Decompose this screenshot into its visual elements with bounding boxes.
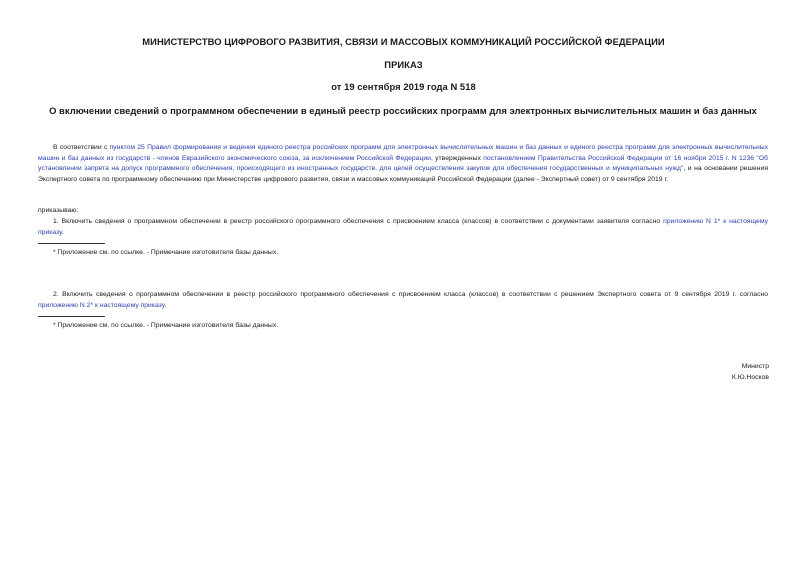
footnote-2-divider <box>38 316 105 317</box>
footnote-2: * Приложение см. по ссылке. - Примечание изготовителя базы данных. <box>53 322 279 329</box>
signatory-name: К.Ю.Носков <box>731 374 769 381</box>
preamble-text-1: В соответствии с <box>53 144 110 151</box>
item-2-text: 2. Включить сведения о программном обеспечении в реестр российского программного обеспечения с присвоением класса (классов) в соответствии с решением Экспертного совета от 9 сентября 2019 г. согласно <box>53 291 768 298</box>
appendix-1-link[interactable]: приложению N 1* к настоящему приказу <box>38 218 768 236</box>
item-2-end: . <box>164 301 167 309</box>
footnote-1-divider <box>38 243 105 244</box>
preamble-text-2: , утвержденных <box>430 154 484 162</box>
resolution-link[interactable]: постановлением Правительства Российской Федерации от 16 ноября 2015 г. N 1236 "Об установлении запрета на допуск программного обеспечения, происходящего из иностранных государств, для целей осуществления закупок для обеспечения государственных и муниципальных нужд" <box>38 154 769 173</box>
order-word: приказываю: <box>38 207 79 214</box>
preamble-text-3: , и на основании решения Экспертного совета по программному обеспечению при Министерстве цифрового развития, связи и массовых коммуникаций Российской Федерации (далее - Экспертный совет) от 9 сентября 2019 г. <box>38 165 769 183</box>
document-type: ПРИКАЗ <box>384 59 423 70</box>
document-title: О включении сведений о программном обеспечении в единый реестр российских программ для электронных вычислительных машин и баз данных <box>49 105 757 116</box>
footnote-1: * Приложение см. по ссылке. - Примечание изготовителя базы данных. <box>53 249 279 256</box>
preamble-paragraph <box>38 143 768 185</box>
ministry-heading: МИНИСТЕРСТВО ЦИФРОВОГО РАЗВИТИЯ, СВЯЗИ И МАССОВЫХ КОММУНИКАЦИЙ РОССИЙСКОЙ ФЕДЕРАЦИИ <box>142 36 665 47</box>
signatory-position: Министр <box>741 363 769 370</box>
document-date-number: от 19 сентября 2019 года N 518 <box>331 81 476 92</box>
rules-link[interactable]: пунктом 25 Правил формирования и ведения единого реестра российских программ для электронных вычислительных машин и баз данных и единого реестра программ для электронных вычислительных машин и баз данных из государств - членов Евразийского экономического союза, за исключением Российской Федерации <box>38 144 768 162</box>
item-1-paragraph <box>38 217 768 238</box>
item-1-text: 1. Включить сведения о программном обеспечении в реестр российского программного обеспечения с присвоением класса (классов) в соответствии с документами заявителя согласно <box>53 218 664 225</box>
item-1-end: . <box>61 228 64 236</box>
item-2-paragraph <box>38 290 768 311</box>
appendix-2-link[interactable]: приложению N 2* к настоящему приказу <box>38 301 165 309</box>
